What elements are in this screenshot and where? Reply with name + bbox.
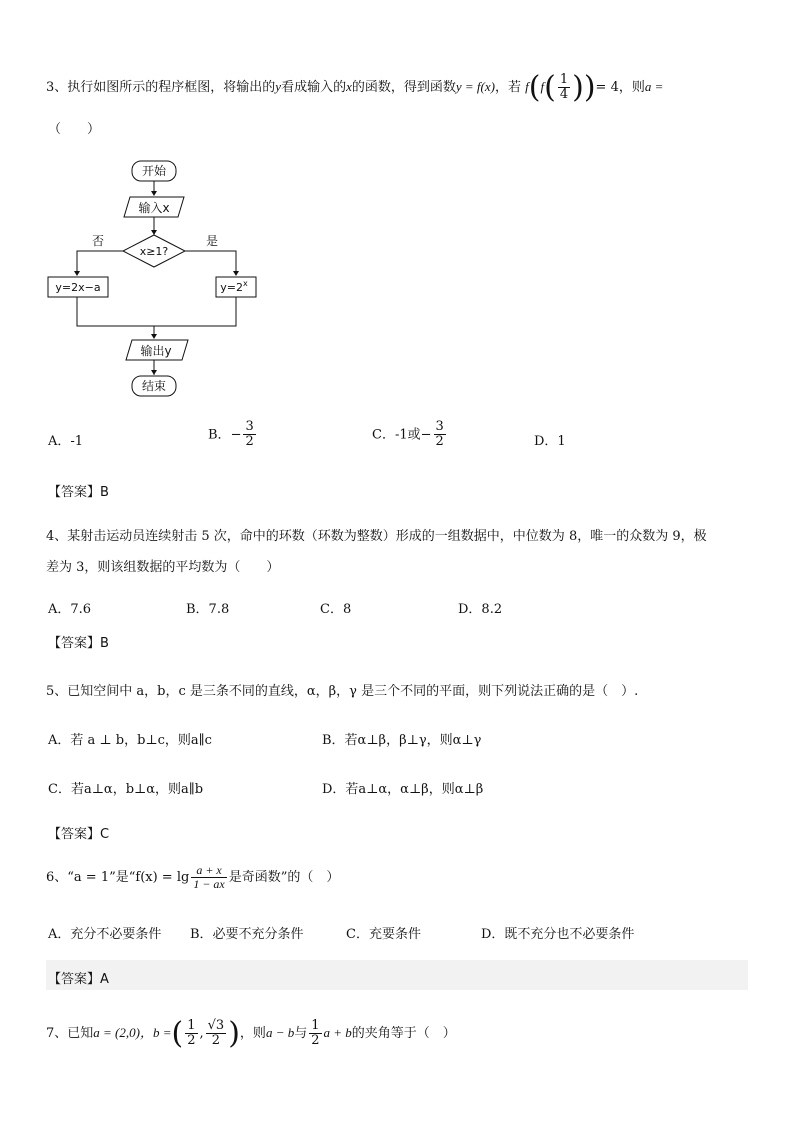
q3-option-c-num: 3 [435, 419, 444, 434]
q3-answer: 【答案】B [48, 485, 109, 500]
q6-answer-band [46, 960, 748, 990]
q4-option-b: B．7.8 [186, 602, 230, 617]
q3-f-inner: f [540, 79, 545, 94]
arrow-4 [233, 271, 239, 276]
q7-half-num: 1 [311, 1017, 320, 1033]
q3-fraction [558, 73, 570, 103]
q3-func: y = f(x) [455, 79, 495, 94]
q7-sum: a + b [323, 1025, 352, 1040]
q7-mid: ，则 [239, 1026, 266, 1041]
q6-frac-num: a + x [191, 864, 226, 878]
q6-option-a: A．充分不必要条件 [48, 927, 162, 942]
q4-option-c: C．8 [320, 602, 352, 617]
q7-yu: 与 [294, 1026, 308, 1041]
q7-pre: 7、已知 [46, 1026, 94, 1041]
q3-option-b-sign: − [230, 427, 242, 443]
q4-option-d: D．8.2 [458, 602, 503, 617]
q3-flowchart [40, 155, 280, 405]
q7-half [309, 1019, 321, 1049]
q3-paren-open-inner: ( [544, 70, 556, 105]
flow-no-label: 否 [91, 234, 105, 248]
q6-option-d: D．既不充分也不必要条件 [481, 927, 635, 942]
arrow-5 [151, 334, 157, 339]
q5-stem: 5、已知空间中 a，b，c 是三条不同的直线，α，β，γ 是三个不同的平面，则下列说法正确的是（ ）. [46, 684, 639, 699]
flow-end-label: 结束 [141, 379, 167, 393]
q3-option-b [208, 420, 258, 450]
flow-input-label: 输入x [138, 201, 170, 215]
q3-paren-close: ) [583, 70, 596, 105]
q7-half-den: 2 [311, 1033, 320, 1048]
arrow-3 [74, 271, 80, 276]
q5-option-d: D．若a⊥α，α⊥β，则α⊥β [322, 782, 484, 797]
arrow-2 [151, 230, 157, 235]
q6-stem-pre: 6、“a = 1”是“f(x) = lg [46, 870, 190, 886]
q3-option-b-num: 3 [245, 419, 254, 434]
q5-option-c: C．若a⊥α，b⊥α，则a∥b [48, 782, 204, 797]
q3-text3: 的函数，得到函数 [351, 80, 456, 95]
q3-option-b-label: B． [208, 427, 231, 443]
q6-stem [46, 864, 339, 891]
q3-option-c-frac [434, 420, 446, 450]
q3-eq: = 4 [595, 80, 619, 95]
q5-option-a: A．若 a ⊥ b，b⊥c，则a∥c [48, 733, 212, 748]
q7-b-num1: 1 [187, 1017, 196, 1033]
q6-stem-post: 是奇函数”的（ ） [228, 870, 340, 886]
q3-option-b-frac [243, 420, 255, 450]
flow-right-sup: x [243, 279, 248, 288]
arrow-1 [151, 191, 157, 196]
q6-answer: 【答案】A [48, 972, 109, 987]
q3-text2: 看成输入的 [281, 80, 347, 95]
q3-f-outer: f [525, 79, 529, 94]
q7-a-vec: a = (2,0)， [93, 1025, 153, 1040]
q4-line2: 差为 3，则该组数据的平均数为（ ） [46, 560, 280, 575]
arrow-6 [151, 370, 157, 375]
q7-b-frac1 [185, 1019, 197, 1049]
flow-right-main: y=2 [220, 281, 243, 294]
q7-b-vec: b = [152, 1025, 172, 1040]
flow-output-label: 输出y [140, 344, 172, 358]
q3-option-d: D．1 [534, 434, 566, 449]
q3-option-c-label: C． [372, 427, 395, 443]
q6-option-c: C．充要条件 [346, 927, 421, 942]
flow-right-label [220, 279, 248, 294]
q3-option-c [372, 420, 448, 450]
q3-paren: （ ） [48, 122, 101, 137]
flow-yes-label: 是 [205, 234, 219, 248]
q7-diff: a − b [265, 1025, 295, 1040]
q3-text4: ，若 [494, 80, 521, 95]
q3-var-y: y [275, 79, 282, 94]
q6-frac-den: 1 − ax [193, 877, 225, 892]
q4-line1: 4、某射击运动员连续射击 5 次，命中的环数（环数为整数）形成的一组数据中，中位数为 8，唯一的众数为 9，极 [46, 529, 707, 544]
q6-option-b: B．必要不充分条件 [190, 927, 304, 942]
q3-paren-open: ( [528, 70, 541, 105]
q3-option-a: A．-1 [48, 434, 84, 449]
q7-b-den2: 2 [211, 1033, 221, 1048]
q7-post: 的夹角等于（ ） [351, 1026, 456, 1041]
q3-text5: ，则 [618, 80, 645, 95]
q3-frac-num: 1 [559, 71, 569, 87]
q5-answer: 【答案】C [48, 827, 110, 842]
q4-answer: 【答案】B [48, 636, 109, 651]
flow-left-label: y=2x−a [55, 281, 101, 294]
q3-var-a: a = [644, 79, 664, 94]
q3-paren-close-inner: ) [572, 70, 584, 105]
flow-cond-label: x≥1? [139, 245, 169, 258]
q5-option-b: B．若α⊥β，β⊥γ，则α⊥γ [322, 733, 482, 748]
q3-frac-den: 4 [559, 87, 569, 102]
q7-b-num2: √3 [207, 1017, 225, 1033]
q3-stem [46, 70, 663, 105]
q7-stem: 7、已知a = (2,0)，b =( $\frac{1}{2}$ , $\frac{√3}{2}$ )，则a − b与 $\frac{1}{2}$ a + b的夹角等于（ ） [46, 1016, 456, 1051]
q7-b-den1: 2 [187, 1033, 196, 1048]
q3-option-c-text: -1或− [394, 427, 432, 443]
q3-var-x: x [346, 79, 352, 94]
q6-fraction [191, 864, 226, 891]
q3-text1: 执行如图所示的程序框图，将输出的 [67, 80, 276, 95]
q3-number: 3、 [46, 80, 68, 95]
q7-b-frac2 [206, 1019, 227, 1049]
q3-option-c-den: 2 [435, 434, 444, 450]
flow-start-label: 开始 [141, 164, 167, 178]
q7-paren-open: ( [171, 1016, 184, 1051]
q3-option-b-den: 2 [245, 434, 254, 450]
q7-paren-close: ) [228, 1016, 240, 1051]
q4-option-a: A．7.6 [48, 602, 92, 617]
